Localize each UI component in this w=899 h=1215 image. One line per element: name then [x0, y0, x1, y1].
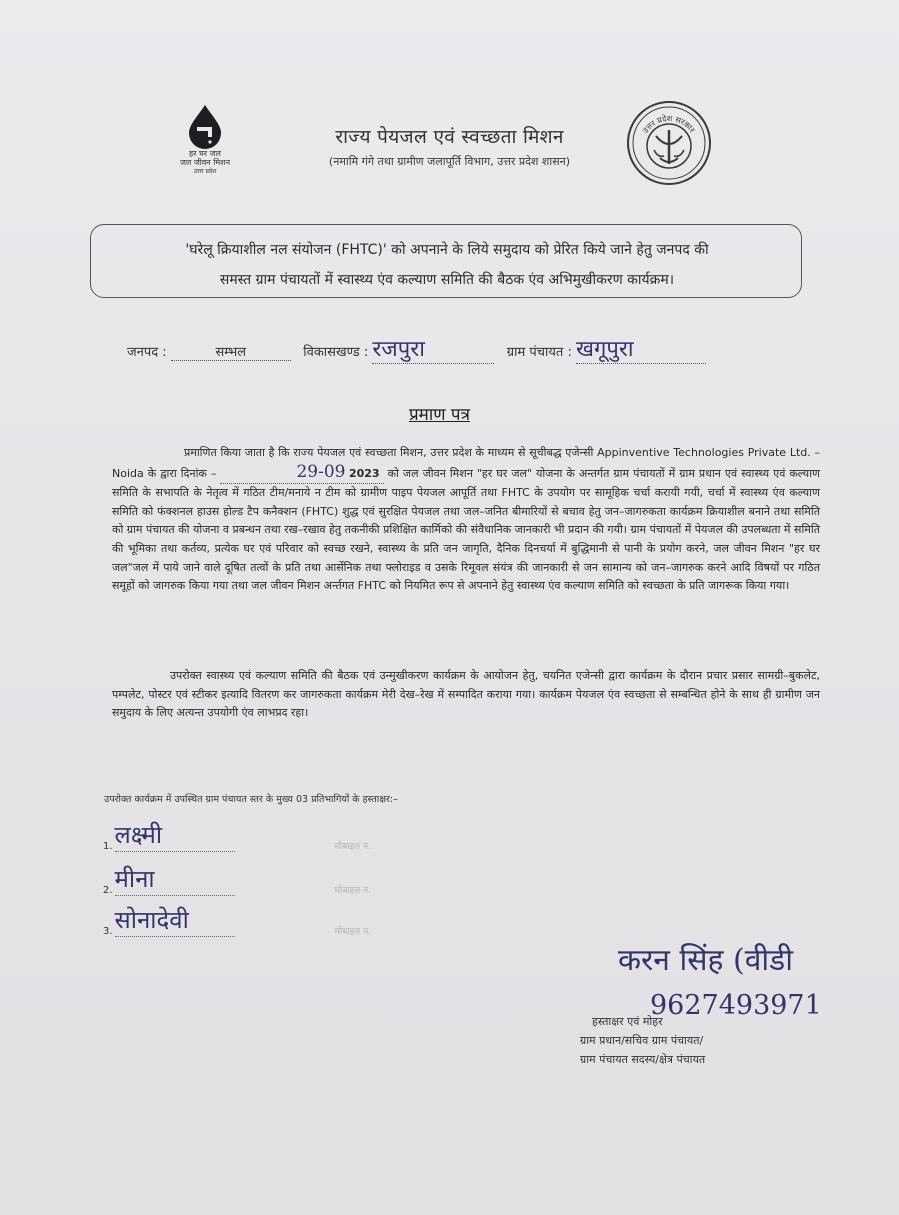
program-title-box	[90, 224, 802, 298]
signature-line	[115, 818, 235, 852]
signature-and-stamp-label: हस्ताक्षर एवं मोहर	[592, 1015, 663, 1028]
participant-signatures-intro: उपरोक्त कार्यक्रम में उपस्थित ग्राम पंचायत स्तर के मुख्य 03 प्रतिभागियों के हस्ताक्षर:–	[104, 794, 398, 805]
para1-part-b: को जल जीवन मिशन "हर घर जल" योजना के अन्तर्गत ग्राम पंचायतों में ग्राम प्रधान एवं स्वास्थ्य एवं कल्याण समिति के सभापति के नेतृत्व में गठित टीम/मनाये न टीम को ग्रामीण पाइप पेयजल आपूर्ति तथा FHTC के उपयोग पर सामूहिक चर्चा करायी गयी, चर्चा में स्वास्थ्य एंव कल्याण समिति को फंक्शनल हाउस होल्ड टैप कनैक्शन (FHTC) शुद्ध एवं सुरक्षित पेयजल तथा जल–जनित बीमारियों से बचाव हेतु जन–जागरुकता कार्यक्रम क्रियाशील बनाने तथा समिति को ग्राम पंचायत की योजना व प्रबन्धन तथा रख–रखाव हेतु तकनीकी प्रशिक्षित कार्मिको की संवैधानिक जानकारी भी प्रदान की गयी। ग्राम पंचायतों में पेयजल की उपलब्धता में समिति की भूमिका तथा कर्तव्य, प्रत्येक घर एवं परिवार को स्वच्छ रखने, स्वास्थ्य के प्रति जन जागृति, दैनिक दिनचर्या में बुद्धिमानी से पानी के प्रयोग करने, जल जीवन मिशन "हर घर जल"जल में पाये जाने वाले दूषित तत्वों के प्रति तथा आर्सेनिक तथा फ्लोराइड व उसके रिमूवल संयंत्र की जानकारी से जन सामान्य को जन–जागरुक करने आदि विषयों पर गठित समूहों को जागरुक किया गया तथा जल जीवन मिशन अर्न्तगत FHTC को नियमित रूप से अपनाने हेतु स्वास्थ्य एंव कल्याण समिति को स्वच्छता के प्रति जागरूक किया गया।	[112, 466, 820, 593]
authority-designation-2: ग्राम पंचायत सदस्य/क्षेत्र पंचायत	[580, 1053, 706, 1066]
district-value: सम्भल	[215, 345, 247, 360]
block-label: विकासखण्ड :	[303, 345, 369, 360]
up-government-seal-icon	[626, 100, 712, 186]
certificate-paragraph-1	[112, 444, 820, 596]
authority-labels	[580, 1012, 705, 1069]
row-number: 2.	[103, 885, 113, 896]
block-value: रजपुरा	[372, 337, 425, 362]
participant-signature-row	[103, 862, 371, 896]
certificate-paragraph-2: उपरोक्त स्वास्थ्य एवं कल्याण समिति की बैठक एवं उन्मुखीकरण कार्यक्रम के आयोजन हेतु, चयनित एजेन्सी द्वारा कार्यक्रम के दौरान प्रचार प्रसार सामग्री–बुकलेट, पम्पलेट, पोस्टर एवं स्टीकर इत्यादि वितरण कर जागरुकता कार्यक्रम मेरी देख–रेख में सम्पादित कराया गया। कार्यक्रम पेयजल एंव स्वच्छता से सम्बन्धित होने के साथ ही ग्रामीण जन समुदाय के लिए अत्यन्त उपयोगी एंव लाभप्रद रहा।	[112, 669, 820, 720]
block-field	[372, 333, 494, 364]
location-fields	[127, 333, 706, 364]
program-title-line-2: समस्त ग्राम पंचायतों में स्वास्थ्य एंव कल्याण समिति की बैठक एंव अभिमुखीकरण कार्यक्रम।	[219, 272, 675, 288]
participant-signature: मीना	[114, 865, 155, 893]
panchayat-field	[576, 333, 706, 364]
program-title-line-1: 'घरेलू क्रियाशील नल संयोजन (FHTC)' को अपनाने के लिये समुदाय को प्रेरित किये जाने हेतु जनपद की	[185, 242, 709, 258]
date-handwritten: 29-09	[296, 461, 346, 482]
signature-line	[115, 862, 235, 896]
para1-part-a: प्रमाणित किया जाता है कि राज्य पेयजल एवं स्वच्छता मिशन, उत्तर प्रदेश के माध्यम से सूचीबद्ध एजेन्सी Appinventive Technologies Private Ltd. – Noida के द्वारा दिनांक –	[112, 446, 820, 480]
logo-tagline-1: हर घर जल	[189, 149, 221, 158]
mobile-label: मोबाइल न.	[334, 842, 371, 852]
participant-signature-row	[103, 903, 371, 937]
logo-tagline-2: जल जीवन मिशन	[179, 158, 231, 167]
date-field	[220, 463, 383, 485]
logo-tagline-3: उत्तर प्रदेश	[193, 168, 217, 175]
participant-signature: लक्ष्मी	[114, 821, 163, 849]
authority-designation-1: ग्राम प्रधान/सचिव ग्राम पंचायत/	[580, 1034, 704, 1047]
date-year: 2023	[348, 466, 380, 480]
participant-signature-row	[103, 818, 371, 852]
panchayat-label: ग्राम पंचायत :	[506, 345, 572, 360]
panchayat-value: खगूपुरा	[576, 337, 634, 362]
department-subtitle: (नमामि गंगे तथा ग्रामीण जलापूर्ति विभाग, उत्तर प्रदेश शासन)	[328, 155, 571, 168]
authority-handwritten-name: करन सिंह (वीडी	[618, 943, 793, 978]
signature-line	[115, 903, 235, 937]
participant-signature: सोनादेवी	[114, 906, 189, 934]
department-title: राज्य पेयजल एवं स्वच्छता मिशन	[335, 126, 564, 148]
row-number: 3.	[103, 926, 113, 937]
district-label: जनपद :	[127, 345, 167, 360]
mobile-label: मोबाइल न.	[334, 886, 371, 896]
certificate-heading: प्रमाण पत्र	[409, 405, 470, 425]
mobile-label: मोबाइल न.	[334, 927, 371, 937]
seal-text: उत्तर प्रदेश सरकार	[640, 114, 697, 135]
district-field	[171, 342, 291, 361]
row-number: 1.	[103, 841, 113, 852]
authority-handwritten-phone: 9627493971	[650, 990, 822, 1021]
